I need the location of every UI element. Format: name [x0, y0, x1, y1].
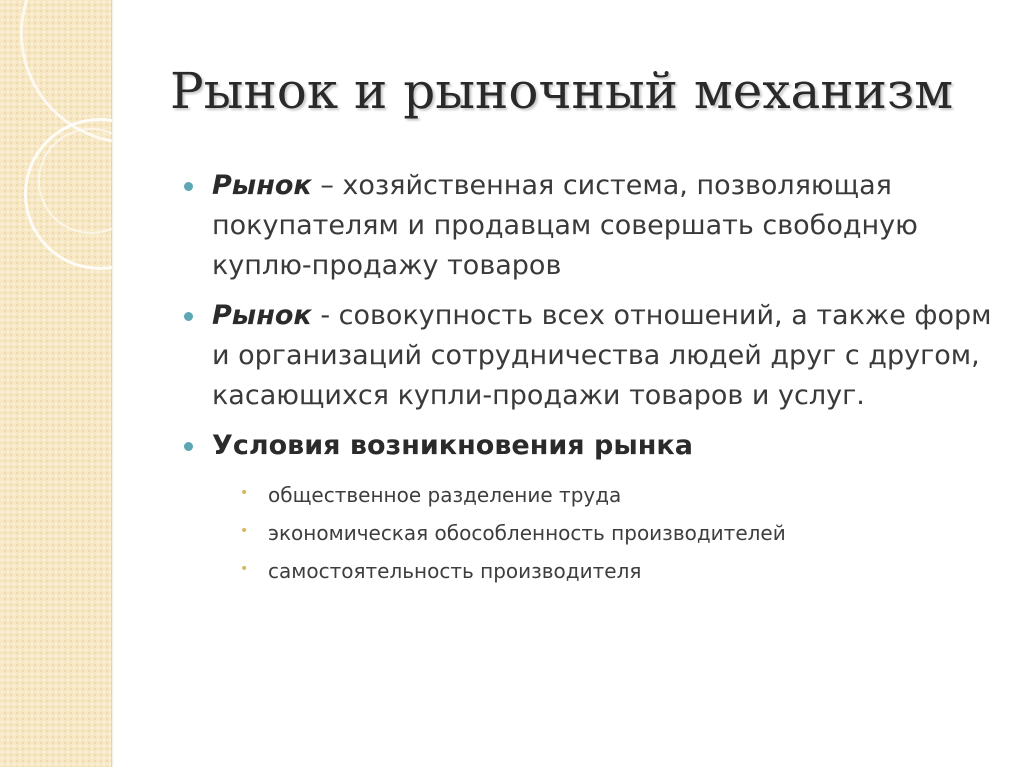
condition-item: [240, 514, 992, 552]
slide-content: [182, 166, 992, 590]
slide-title: Рынок и рыночный механизм: [170, 62, 954, 120]
condition-item: [240, 552, 992, 590]
condition-text: общественное разделение труда: [268, 483, 622, 507]
bullet-dot-icon: [184, 442, 193, 451]
conditions-heading: Условия возникновения рынка: [212, 430, 693, 461]
sub-bullet-icon: •: [240, 485, 249, 501]
condition-text: экономическая обособленность производителей: [268, 521, 786, 545]
bullet-market-definition-1: [182, 166, 992, 286]
bullet-text: – хозяйственная система, позволяющая покупателям и продавцам совершать свободную куплю-продажу товаров: [212, 170, 918, 281]
condition-text: самостоятельность производителя: [268, 559, 642, 583]
sub-bullet-icon: •: [240, 561, 249, 577]
bullet-dot-icon: [184, 182, 193, 191]
bullet-dot-icon: [184, 312, 193, 321]
bullet-term: Рынок: [212, 300, 312, 331]
sub-bullet-icon: •: [240, 523, 249, 539]
conditions-list: [182, 476, 992, 590]
bullet-conditions-heading: [182, 426, 992, 466]
bullet-text: - совокупность всех отношений, а также форм и организаций сотрудничества людей друг с другом, касающихся купли-продажи товаров и услуг.: [212, 300, 992, 411]
bullet-term: Рынок: [212, 170, 312, 201]
bullet-market-definition-2: [182, 296, 992, 416]
decorative-rings: [0, 0, 112, 767]
condition-item: [240, 476, 992, 514]
